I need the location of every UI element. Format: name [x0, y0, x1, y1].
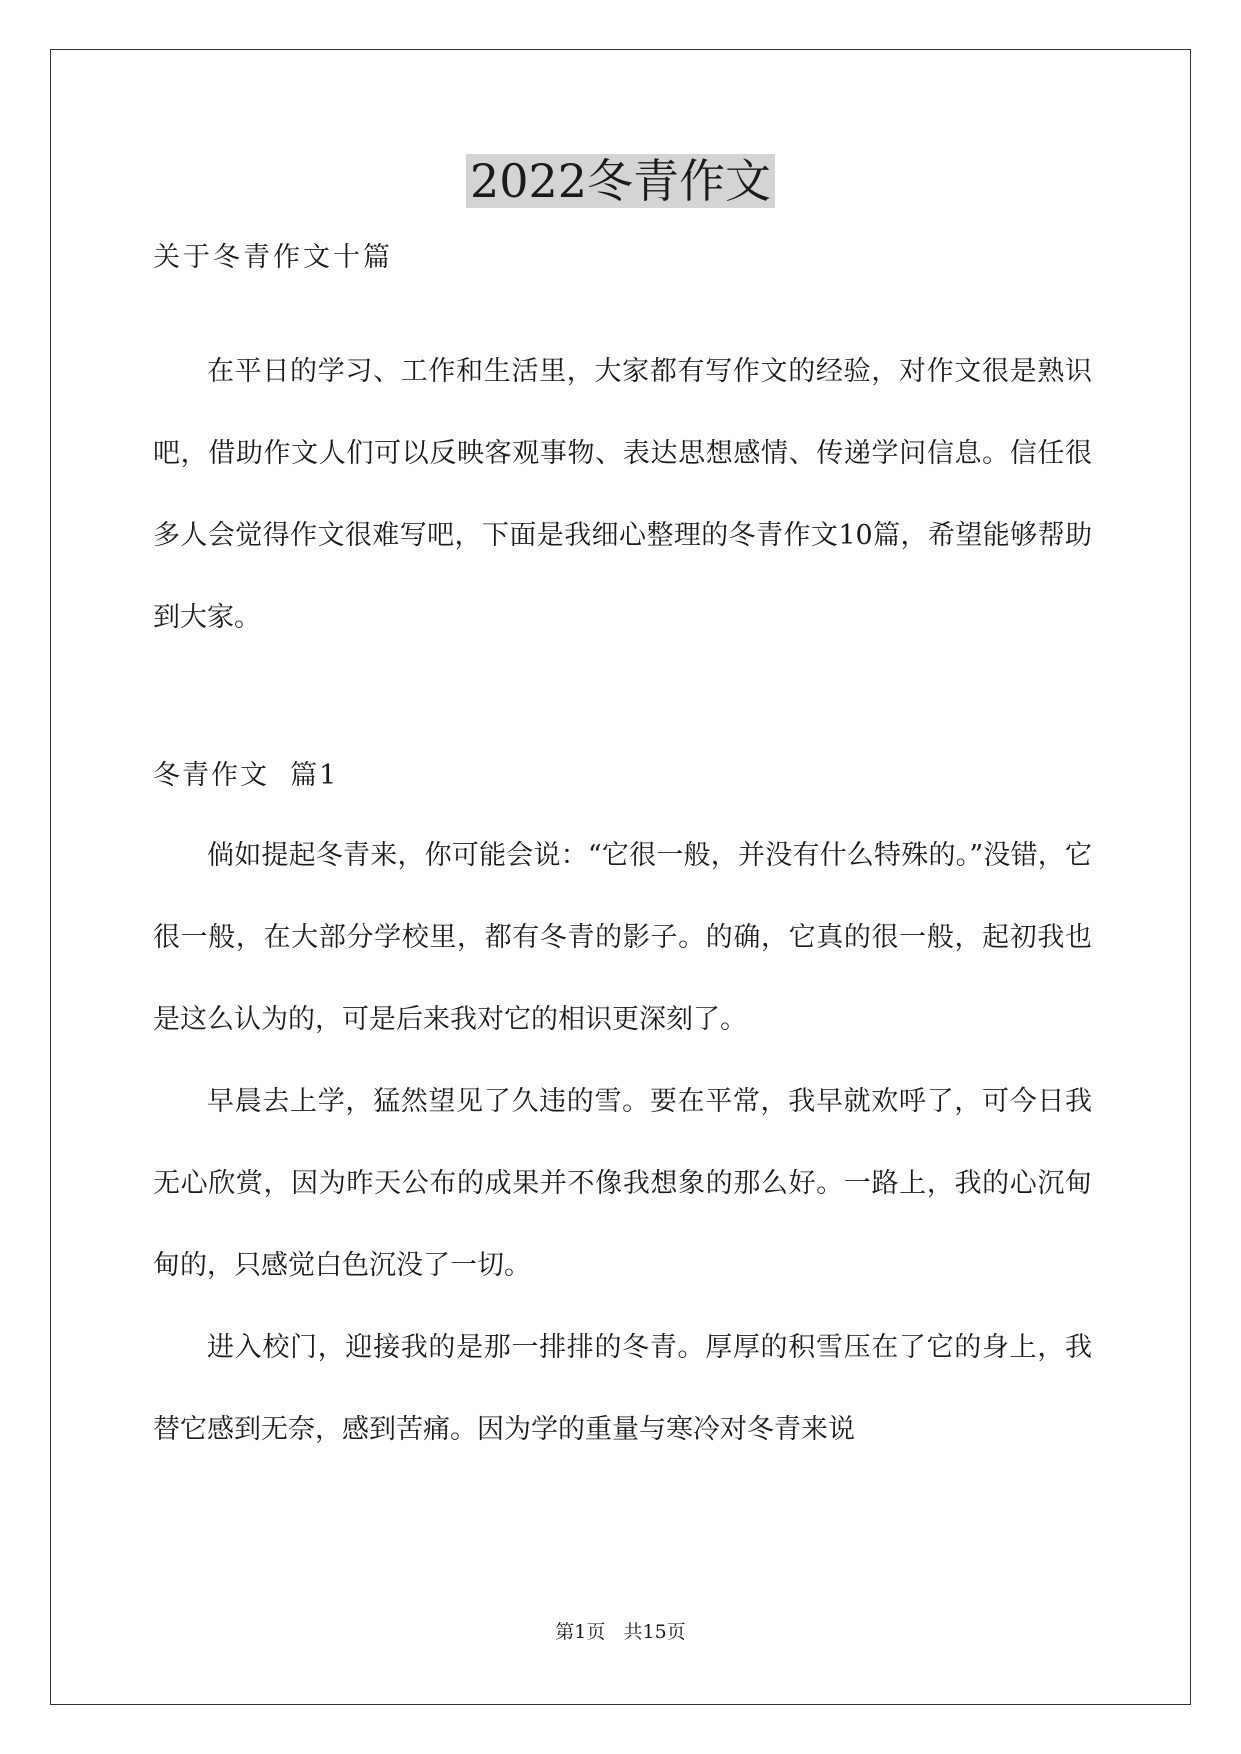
body-paragraph: 早晨去上学，猛然望见了久违的雪。要在平常，我早就欢呼了，可今日我无心欣赏，因为昨天公布的成果并不像我想象的那么好。一路上，我的心沉甸甸的，只感觉白色沉没了一切。 [153, 1086, 1092, 1281]
intro-section [153, 331, 1092, 659]
intro-paragraph: 在平日的学习、工作和生活里，大家都有写作文的经验，对作文很是熟识吧，借助作文人们可以反映客观事物、表达思想感情、传递学问信息。信任很多人会觉得作文很难写吧，下面是我细心整理的冬青作文10篇，希望能够帮助到大家。 [153, 356, 1092, 633]
body-paragraph: 倘如提起冬青来，你可能会说：“它很一般，并没有什么特殊的。”没错，它很一般，在大部分学校里，都有冬青的影子。的确，它真的很一般，起初我也是这么认为的，可是后来我对它的相识更深刻了。 [153, 840, 1092, 1035]
body-paragraph: 进入校门，迎接我的是那一排排的冬青。厚厚的积雪压在了它的身上，我替它感到无奈，感到苦痛。因为学的重量与寒冷对冬青来说 [153, 1332, 1092, 1445]
document-title [0, 150, 1241, 212]
document-title-text: 2022冬青作文 [466, 154, 775, 208]
section-heading: 冬青作文 篇1 [153, 760, 339, 791]
document-subtitle: 关于冬青作文十篇 [153, 242, 393, 273]
section-body [153, 815, 1092, 1471]
page-footer: 第1页 共15页 [555, 1621, 686, 1643]
